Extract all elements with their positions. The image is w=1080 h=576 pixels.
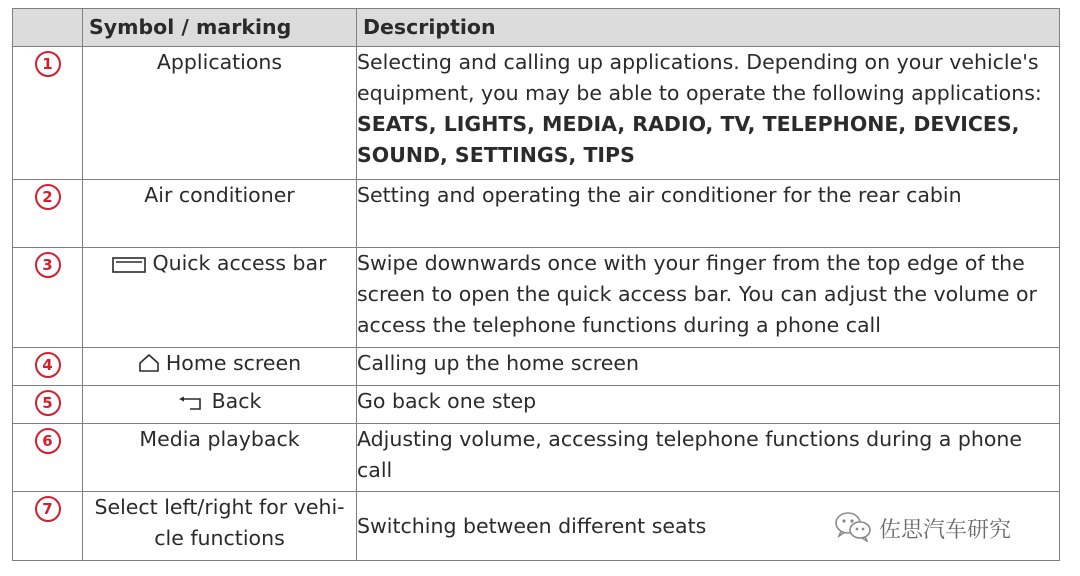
back-arrow-icon — [178, 389, 206, 420]
table-row — [13, 248, 1060, 348]
callout-number: 6 — [35, 428, 61, 454]
wechat-icon — [833, 510, 873, 546]
row-number-cell — [13, 180, 83, 248]
table-row — [13, 348, 1060, 386]
callout-number: 7 — [35, 496, 61, 522]
symbol-label: Back — [211, 389, 262, 413]
description-cell — [357, 47, 1060, 180]
row-number-cell — [13, 47, 83, 180]
row-number-cell — [13, 386, 83, 424]
table-row — [13, 47, 1060, 180]
table-header-row — [13, 9, 1060, 47]
description-cell: Adjusting volume, accessing telephone functions during a phone call — [357, 424, 1060, 492]
watermark — [833, 510, 1053, 546]
symbol-cell: Media playback — [83, 424, 357, 492]
callout-number: 2 — [35, 184, 61, 210]
callout-number: 4 — [35, 352, 61, 378]
callout-number: 1 — [35, 51, 61, 77]
table-row — [13, 424, 1060, 492]
symbol-table — [12, 8, 1060, 561]
symbol-cell: Select left/right for vehi-cle functions — [83, 492, 357, 561]
row-number-cell — [13, 248, 83, 348]
symbol-cell — [83, 248, 357, 348]
watermark-text: 佐思汽车研究 — [879, 517, 1012, 543]
description-text: Selecting and calling up applications. Depending on your vehicle's equipment, you may be able to operate the following applications: — [357, 50, 1042, 105]
quick-access-bar-icon — [112, 251, 146, 282]
symbol-cell: Air conditioner — [83, 180, 357, 248]
description-cell: Go back one step — [357, 386, 1060, 424]
callout-number: 5 — [35, 390, 61, 416]
header-description: Description — [357, 9, 1060, 47]
row-number-cell — [13, 348, 83, 386]
header-symbol: Symbol / marking — [83, 9, 357, 47]
table-row — [13, 386, 1060, 424]
description-cell: Calling up the home screen — [357, 348, 1060, 386]
header-number — [13, 9, 83, 47]
description-cell: Swipe downwards once with your finger from the top edge of the screen to open the quick access bar. You can adjust the volume or access the telephone functions during a phone call — [357, 248, 1060, 348]
description-cell: Switching between different seats — [357, 492, 1060, 561]
callout-number: 3 — [35, 252, 61, 278]
symbol-label: Quick access bar — [152, 251, 327, 275]
row-number-cell — [13, 424, 83, 492]
row-number-cell — [13, 492, 83, 561]
symbol-cell: Applications — [83, 47, 357, 180]
symbol-cell — [83, 386, 357, 424]
symbol-cell — [83, 348, 357, 386]
applications-list: SEATS, LIGHTS, MEDIA, RADIO, TV, TELEPHONE, DEVICES, SOUND, SETTINGS, TIPS — [357, 112, 1020, 167]
description-cell: Setting and operating the air conditioner for the rear cabin — [357, 180, 1060, 248]
table-row — [13, 180, 1060, 248]
symbol-label: Home screen — [165, 351, 302, 375]
home-icon — [138, 351, 160, 382]
